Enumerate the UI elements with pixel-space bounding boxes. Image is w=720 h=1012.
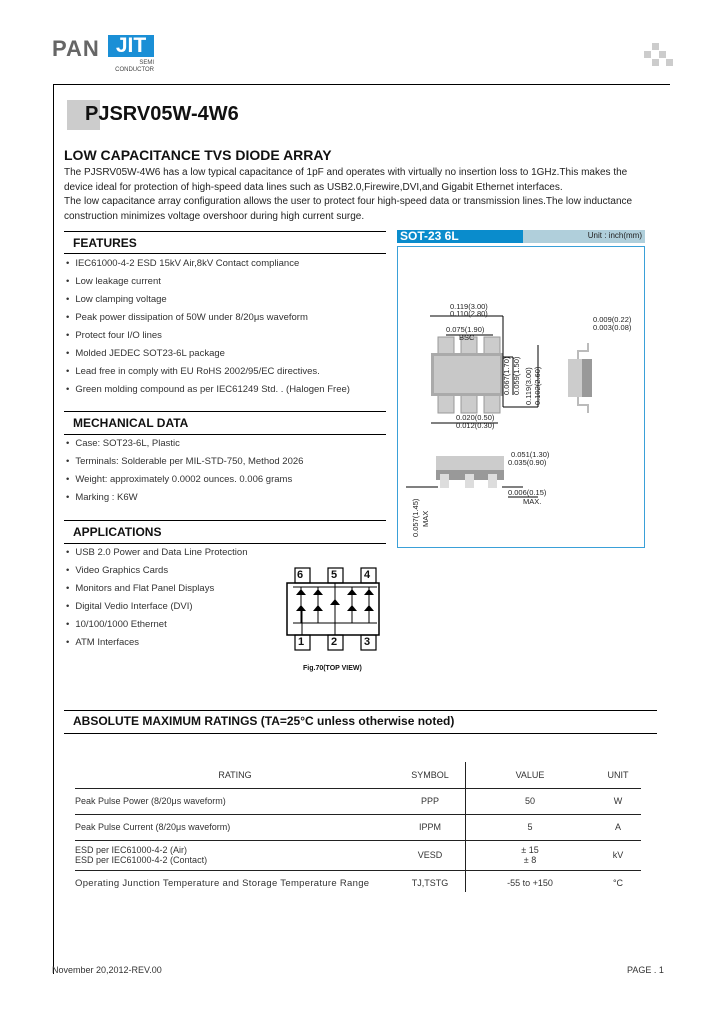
dim-pitch: 0.075(1.90)	[446, 325, 485, 334]
package-drawing	[397, 230, 645, 548]
cell-value: -55 to +150	[465, 870, 595, 896]
cell-symbol: IPPM	[395, 814, 465, 840]
table-row	[75, 840, 641, 870]
mechanical-item: • Case: SOT23-6L, Plastic	[66, 435, 303, 453]
logo-jit: JIT	[108, 35, 154, 57]
footer-page: PAGE . 1	[627, 965, 664, 975]
ratings-heading: ABSOLUTE MAXIMUM RATINGS (TA=25°C unless otherwise noted)	[73, 714, 455, 728]
cell-unit: kV	[595, 840, 641, 870]
dim-lead-max: 0.020(0.50)	[456, 413, 495, 422]
dim-total-max: 0.119(3.00)	[524, 367, 533, 405]
mechanical-list	[66, 435, 303, 507]
feature-item: • Peak power dissipation of 50W under 8/20μs waveform	[66, 309, 350, 327]
feature-item: • Low leakage current	[66, 273, 350, 291]
dim-body-max: 0.067(1.70)	[502, 356, 511, 395]
value-contact: ± 8	[523, 855, 537, 865]
cell-value: 50	[465, 788, 595, 814]
header-rating: RATING	[218, 769, 252, 780]
package-unit: Unit : inch(mm)	[587, 231, 642, 240]
feature-item: • Molded JEDEC SOT23-6L package	[66, 345, 350, 363]
pin-6: 6	[297, 569, 304, 581]
feature-item: • Protect four I/O lines	[66, 327, 350, 345]
table-row	[75, 788, 641, 814]
dim-width-min: 0.110(2.80)	[450, 309, 488, 318]
divider	[64, 411, 386, 412]
cell-unit: °C	[595, 870, 641, 896]
dim-side-height: 0.057(1.45)	[411, 498, 420, 537]
pin-5: 5	[331, 569, 338, 581]
logo-pan: PAN	[52, 36, 100, 61]
logo-sub1: SEMI	[139, 60, 154, 66]
rating-air: ESD per IEC61000-4-2 (Air)	[75, 845, 188, 855]
page-left-rule	[53, 84, 54, 974]
circuit-diagram	[285, 567, 381, 672]
package-outline-svg	[398, 247, 644, 547]
value-air: ± 15	[521, 845, 539, 855]
dim-pitch-bsc: BSC	[459, 333, 475, 342]
ratings-table	[75, 762, 641, 896]
header-symbol: SYMBOL	[411, 769, 449, 780]
cell-unit: W	[595, 788, 641, 814]
applications-heading: APPLICATIONS	[73, 525, 162, 539]
mechanical-item: • Weight: approximately 0.0002 ounces. 0.006 grams	[66, 471, 303, 489]
description-line: The PJSRV05W-4W6 has a low typical capacitance of 1pF and operates with virtually no insertion loss to 1GHz.This makes the	[64, 167, 628, 178]
dim-total-min: 0.102(2.60)	[533, 366, 542, 405]
table-row	[75, 814, 641, 840]
description-line: device ideal for protection of high-speed data lines such as USB2.0,Firewire,DVI,and Gigabit Ethernet interfaces.	[64, 181, 563, 193]
pin-2: 2	[331, 636, 338, 648]
applications-list	[66, 544, 247, 652]
header-value: VALUE	[515, 769, 545, 780]
feature-item: • Lead free in comply with EU RoHS 2002/95/EC directives.	[66, 363, 350, 381]
logo-sub2: CONDUCTOR	[115, 67, 154, 73]
application-item: • USB 2.0 Power and Data Line Protection	[66, 544, 247, 562]
dim-side-max: MAX	[421, 510, 430, 527]
feature-item: • Green molding compound as per IEC61249 Std. . (Halogen Free)	[66, 381, 350, 399]
pin-4: 4	[364, 569, 371, 581]
package-body	[397, 246, 645, 548]
table-header-row	[75, 762, 641, 788]
feature-item: • Low clamping voltage	[66, 291, 350, 309]
divider	[64, 253, 386, 254]
features-heading: FEATURES	[73, 236, 137, 250]
features-list	[66, 255, 350, 399]
application-item: • Video Graphics Cards	[66, 562, 247, 580]
mechanical-item: • Marking : K6W	[66, 489, 303, 507]
footer-date: November 20,2012-REV.00	[52, 965, 162, 975]
cell-unit: A	[595, 814, 641, 840]
application-item: • 10/100/1000 Ethernet	[66, 616, 247, 634]
circuit-caption: Fig.70(TOP VIEW)	[303, 665, 362, 672]
dim-lead-min: 0.012(0.30)	[456, 421, 495, 430]
table-row	[75, 870, 641, 896]
page-title: PJSRV05W-4W6	[85, 103, 239, 125]
cell-symbol: VESD	[395, 840, 465, 870]
logo-subtitle	[100, 60, 154, 74]
cell-rating: Operating Junction Temperature and Storage Temperature Range	[75, 870, 395, 896]
package-title: SOT-23 6L	[397, 230, 523, 243]
product-heading: LOW CAPACITANCE TVS DIODE ARRAY	[64, 147, 332, 163]
pin-1: 1	[298, 636, 305, 648]
cell-rating	[75, 840, 395, 870]
description-line: construction minimizes voltage overshoor during high current surge.	[64, 210, 365, 222]
mechanical-heading: MECHANICAL DATA	[73, 416, 189, 430]
dim-standoff-max: MAX.	[523, 497, 542, 506]
application-item: • Monitors and Flat Panel Displays	[66, 580, 247, 598]
description	[64, 166, 664, 224]
description-line: The low capacitance array configuration allows the user to protect four high-speed data or transmission lines.The low inductance	[64, 196, 633, 207]
divider	[64, 710, 657, 711]
page-top-rule	[53, 84, 670, 85]
divider	[64, 520, 386, 521]
application-item: • ATM Interfaces	[66, 634, 247, 652]
divider	[64, 733, 657, 734]
dim-width-max: 0.119(3.00)	[450, 302, 488, 311]
divider	[64, 231, 386, 232]
rating-contact: ESD per IEC61000-4-2 (Contact)	[75, 855, 208, 865]
header-unit: UNIT	[607, 769, 629, 780]
pin-3: 3	[364, 636, 371, 648]
dim-thick-max: 0.009(0.22)	[593, 315, 632, 324]
dim-thick-min: 0.003(0.08)	[593, 323, 632, 332]
mechanical-item: • Terminals: Solderable per MIL-STD-750, Method 2026	[66, 453, 303, 471]
cell-symbol: TJ,TSTG	[395, 870, 465, 896]
cell-value	[465, 840, 595, 870]
feature-item: • IEC61000-4-2 ESD 15kV Air,8kV Contact compliance	[66, 255, 350, 273]
cell-rating: Peak Pulse Current (8/20μs waveform)	[75, 814, 395, 840]
dim-height-min: 0.035(0.90)	[508, 458, 547, 467]
dim-standoff: 0.006(0.15)	[508, 488, 547, 497]
package-header	[397, 230, 645, 243]
dim-height-max: 0.051(1.30)	[511, 450, 550, 459]
dim-body-min: 0.059(1.50)	[512, 356, 521, 395]
cell-value: 5	[465, 814, 595, 840]
cell-rating: Peak Pulse Power (8/20μs waveform)	[75, 788, 395, 814]
application-item: • Digital Vedio Interface (DVI)	[66, 598, 247, 616]
cell-symbol: PPP	[395, 788, 465, 814]
